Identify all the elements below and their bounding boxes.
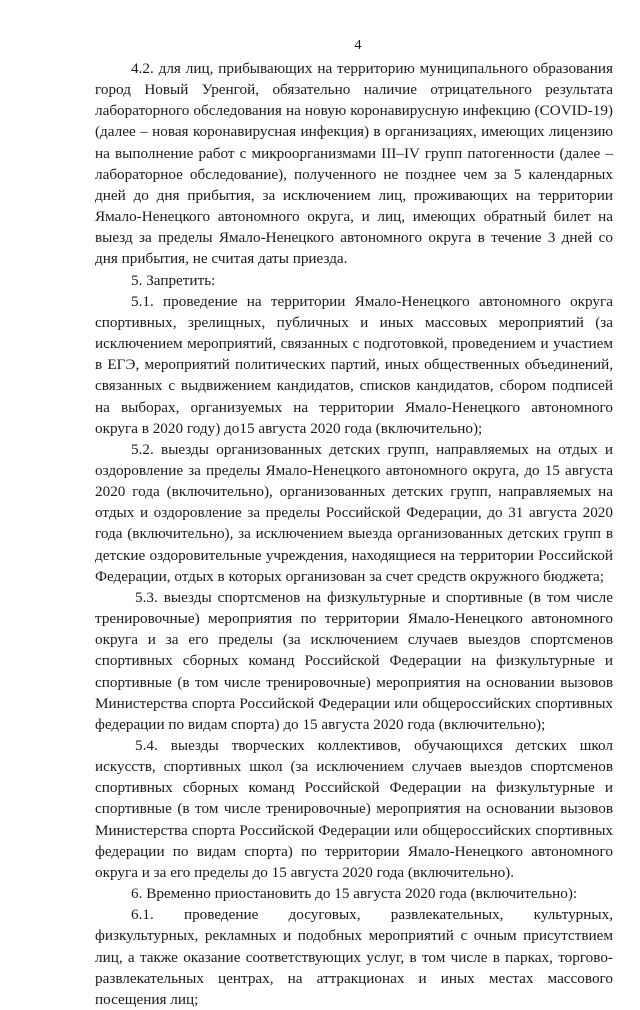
paragraph-5-heading: 5. Запретить: (131, 271, 216, 289)
paragraph-6-1: 6.1. проведение досуговых, развлекательных, культурных, физкультурных, рекламных и подобных мероприятий с очным присутствием лиц, а также оказание соответствующих услуг, в том числе в парках, торгово-развлекательных центрах, на аттракционах и иных местах массового посещения лиц; (95, 906, 613, 1008)
paragraph-5-3: 5.3. выезды спортсменов на физкультурные и спортивные (в том числе тренировочные) мероприятия по территории Ямало-Ненецкого автономного округа и за его пределы (за исключением случаев выездов спортсменов спортивных сборных команд Российской Федерации на физкультурные и спортивные (в том числе тренировочные) мероприятия на основании вызовов Министерства спорта Российской Федерации или общероссийских спортивных федерации по видам спорта) до 15 августа 2020 года (включительно); (95, 588, 613, 733)
paragraph-5-4: 5.4. выезды творческих коллективов, обучающихся детских школ искусств, спортивных школ (за исключением случаев выездов спортсменов спортивных сборных команд Российской Федерации на физкультурные и спортивные (в том числе тренировочные) мероприятия на основании вызовов Министерства спорта Российской Федерации или общероссийских спортивных федерации по видам спорта) по территории Ямало-Ненецкого автономного округа и за его пределы до 15 августа 2020 года (включительно). (95, 737, 613, 881)
paragraph-5-2: 5.2. выезды организованных детских групп, направляемых на отдых и оздоровление за пределы Ямало-Ненецкого автономного округа, до 15 августа 2020 года (включительно), организованных детских групп, направляемых на отдых и оздоровление за пределы Российской Федерации, до 31 августа 2020 года (включительно), за исключением выезда организованных детских групп в детские оздоровительные учреждения, находящиеся на территории Российской Федерации, отдых в которых организован за счет средств окружного бюджета; (95, 440, 613, 585)
page-number: 4 (354, 38, 362, 53)
paragraph-4-2: 4.2. для лиц, прибывающих на территорию муниципального образования город Новый Уренгой, обязательно наличие отрицательного результата лабораторного обследования на новую коронавирусную инфекцию (COVID-19) (далее – новая коронавирусная инфекция) в организациях, имеющих лицензию на выполнение работ с микроорганизмами III–IV групп патогенности (далее – лабораторное обследование), полученного не позднее чем за 5 календарных дней до дня прибытия, за исключением лиц, проживающих на территории Ямало-Ненецкого автономного округа, и лиц, имеющих обратный билет на выезд за пределы Ямало-Ненецкого автономного округа в течение 3 дней со дня прибытия, не считая даты приезда. (95, 60, 613, 268)
paragraph-5-1: 5.1. проведение на территории Ямало-Ненецкого автономного округа спортивных, зрелищных, публичных и иных массовых мероприятий (за исключением мероприятий, связанных с подготовкой, проведением и участием в ЕГЭ, мероприятий политических партий, иных общественных объединений, связанных с выдвижением кандидатов, списков кандидатов, сбором подписей на выборах, организуемых на территории Ямало-Ненецкого автономного округа в 2020 году) до15 августа 2020 года (включительно); (95, 292, 613, 437)
paragraph-6-heading: 6. Временно приостановить до 15 августа 2020 года (включительно): (131, 885, 578, 903)
document-body (95, 58, 613, 1010)
